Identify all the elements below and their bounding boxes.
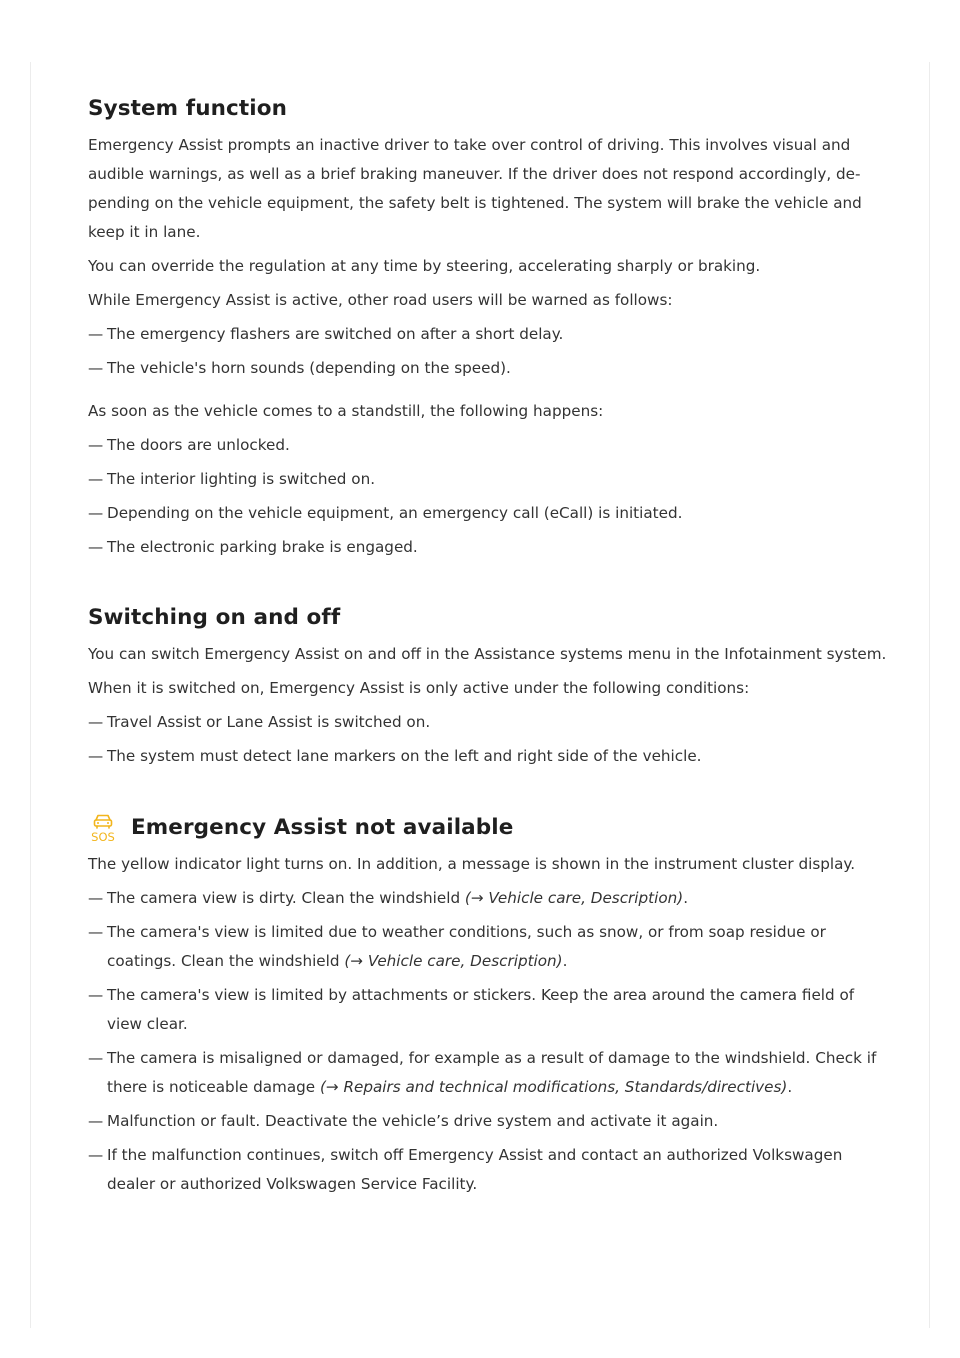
page-border-left [30, 62, 31, 1328]
list-item: — The interior lighting is switched on. [88, 465, 888, 494]
causes-list [88, 884, 888, 1199]
list-item: — The system must detect lane markers on the left and right side of the vehicle. [88, 742, 888, 771]
list-item: — Travel Assist or Lane Assist is switched on. [88, 708, 888, 737]
list-item: — Malfunction or fault. Deactivate the vehicle’s drive system and activate it again. [88, 1107, 888, 1136]
conditions-intro-paragraph: When it is switched on, Emergency Assist is only active under the following conditions: [88, 679, 750, 697]
not-available-section [88, 811, 888, 1199]
manual-page-content [88, 92, 888, 1204]
not-available-heading-row [88, 811, 888, 845]
switching-heading: Switching on and off [88, 605, 341, 630]
switching-section [88, 601, 888, 771]
system-function-heading: System function [88, 96, 287, 121]
cross-reference-link[interactable]: (→ Vehicle care, Description) [464, 889, 684, 907]
warning-intro-paragraph: While Emergency Assist is active, other road users will be warned as follows: [88, 291, 673, 309]
override-paragraph: You can override the regulation at any time by steering, accelerating sharply or braking. [88, 257, 761, 275]
list-item: — The camera's view is limited due to weather conditions, such as snow, or from soap residue or coatings. Clean the windshield (→ Vehicle care, Description). [88, 918, 888, 976]
cross-reference-link[interactable]: (→ Vehicle care, Description) [344, 952, 563, 970]
indicator-paragraph: The yellow indicator light turns on. In addition, a message is shown in the instrument cluster display. [88, 855, 856, 873]
cross-reference-link[interactable]: (→ Repairs and technical modifications, Standards/directives) [319, 1078, 788, 1096]
list-item: — If the malfunction continues, switch off Emergency Assist and contact an authorized Volkswagen dealer or authorized Volkswagen Service Facility. [88, 1141, 888, 1199]
arrow-right-icon: → [350, 952, 364, 970]
list-item: — The emergency flashers are switched on after a short delay. [88, 320, 888, 349]
list-item: — The electronic parking brake is engaged. [88, 533, 888, 562]
sos-car-icon [86, 811, 120, 845]
list-item: — The camera view is dirty. Clean the windshield (→ Vehicle care, Description). [88, 884, 888, 913]
arrow-right-icon: → [325, 1078, 339, 1096]
arrow-right-icon: → [470, 889, 484, 907]
system-function-section [88, 92, 888, 562]
not-available-heading: Emergency Assist not available [131, 815, 514, 840]
intro-paragraph: Emergency Assist prompts an inactive driver to take over control of driving. This involves visual and audible warnings, as well as a brief braking maneuver. If the driver does not respond accordingly, de-pending on the vehicle equipment, the safety belt is tightened. The system will brake the vehicle and keep it in lane. [88, 136, 862, 241]
conditions-list [88, 708, 888, 771]
list-item: — Depending on the vehicle equipment, an emergency call (eCall) is initiated. [88, 499, 888, 528]
standstill-list [88, 431, 888, 562]
sos-icon-label: SOS [91, 830, 115, 844]
switching-paragraph: You can switch Emergency Assist on and off in the Assistance systems menu in the Infotainment system. [88, 645, 887, 663]
list-item: — The vehicle's horn sounds (depending on the speed). [88, 354, 888, 383]
standstill-intro-paragraph: As soon as the vehicle comes to a standstill, the following happens: [88, 402, 604, 420]
list-item: — The doors are unlocked. [88, 431, 888, 460]
page-border-right [929, 62, 930, 1328]
list-item: — The camera is misaligned or damaged, for example as a result of damage to the windshield. Check if there is noticeable damage (→ Repairs and technical modifications, Standards/directives). [88, 1044, 888, 1102]
road-user-warning-list [88, 320, 888, 383]
list-item: — The camera's view is limited by attachments or stickers. Keep the area around the camera field of view clear. [88, 981, 888, 1039]
